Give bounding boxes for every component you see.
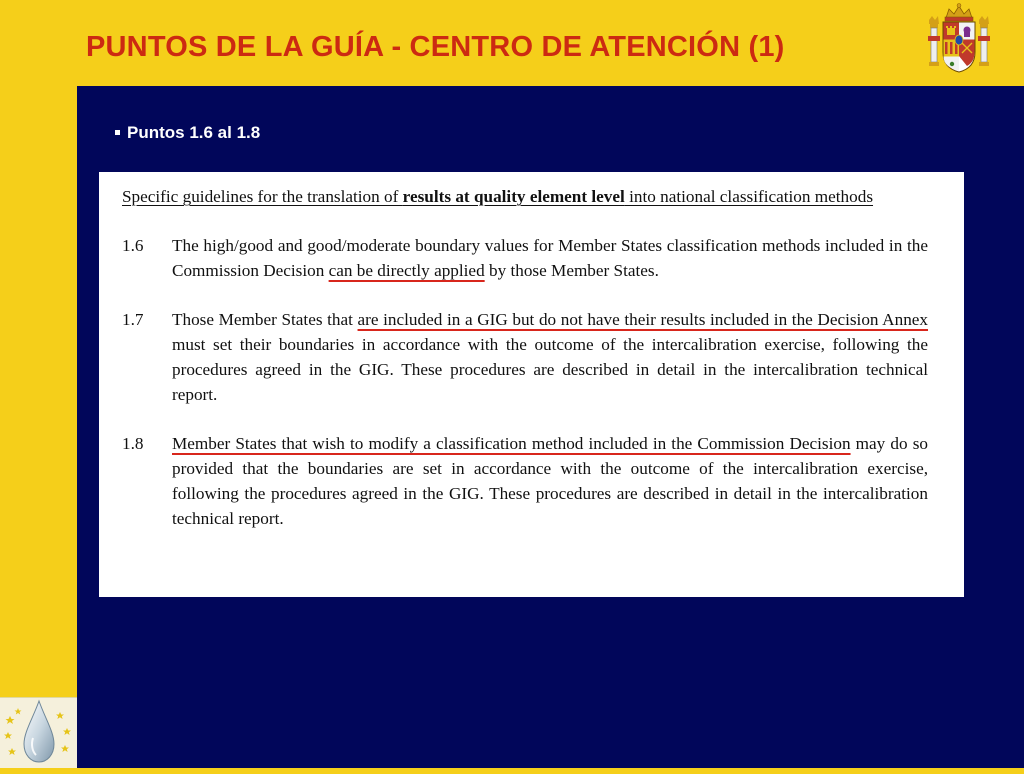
slide-title: PUNTOS DE LA GUÍA - CENTRO DE ATENCIÓN (1) bbox=[86, 31, 785, 63]
eu-water-drop-logo-icon bbox=[0, 698, 77, 769]
item-text-underlined: are included in a GIG but do not have their results included in the Decision Annex bbox=[357, 310, 929, 329]
document-excerpt bbox=[99, 172, 964, 597]
item-text-pre: The high/good and good/moderate boundary values for Member States classification methods included in the Commission Decision bbox=[172, 236, 928, 280]
heading-pre: Specific guidelines for the translation of bbox=[122, 187, 403, 206]
bullet-item bbox=[115, 122, 260, 144]
item-text-underlined: Member States that wish to modify a classification method included in the Commission Decision bbox=[172, 434, 851, 453]
item-text-underlined: can be directly applied bbox=[328, 261, 485, 280]
item-text bbox=[172, 307, 928, 407]
guideline-item-1-6 bbox=[122, 233, 928, 283]
bullet-square-icon bbox=[115, 130, 120, 135]
heading-bold: results at quality element level bbox=[402, 187, 625, 206]
item-text-post: by those Member States. bbox=[484, 261, 659, 280]
eu-water-logo bbox=[0, 697, 77, 768]
item-text-pre: Those Member States that bbox=[172, 310, 358, 329]
spain-coat-of-arms-icon bbox=[922, 2, 996, 76]
item-text bbox=[172, 431, 928, 531]
item-number: 1.6 bbox=[122, 236, 144, 255]
item-text bbox=[172, 233, 928, 283]
item-number: 1.7 bbox=[122, 310, 144, 329]
item-number: 1.8 bbox=[122, 434, 144, 453]
item-text-post: must set their boundaries in accordance with the outcome of the intercalibration exercise, following the procedures agreed in the GIG. These procedures are described in detail in the intercalibration technical report. bbox=[172, 335, 928, 404]
guideline-item-1-7 bbox=[122, 307, 928, 407]
guideline-item-1-8 bbox=[122, 431, 928, 531]
bullet-text: Puntos 1.6 al 1.8 bbox=[127, 123, 261, 142]
document-heading bbox=[122, 184, 928, 209]
heading-post: into national classification methods bbox=[624, 187, 874, 206]
item-text-post: may do so provided that the boundaries are set in accordance with the outcome of the intercalibration exercise, following the procedures agreed in the GIG. These procedures are described in detail in the intercalibration technical report. bbox=[172, 434, 928, 528]
